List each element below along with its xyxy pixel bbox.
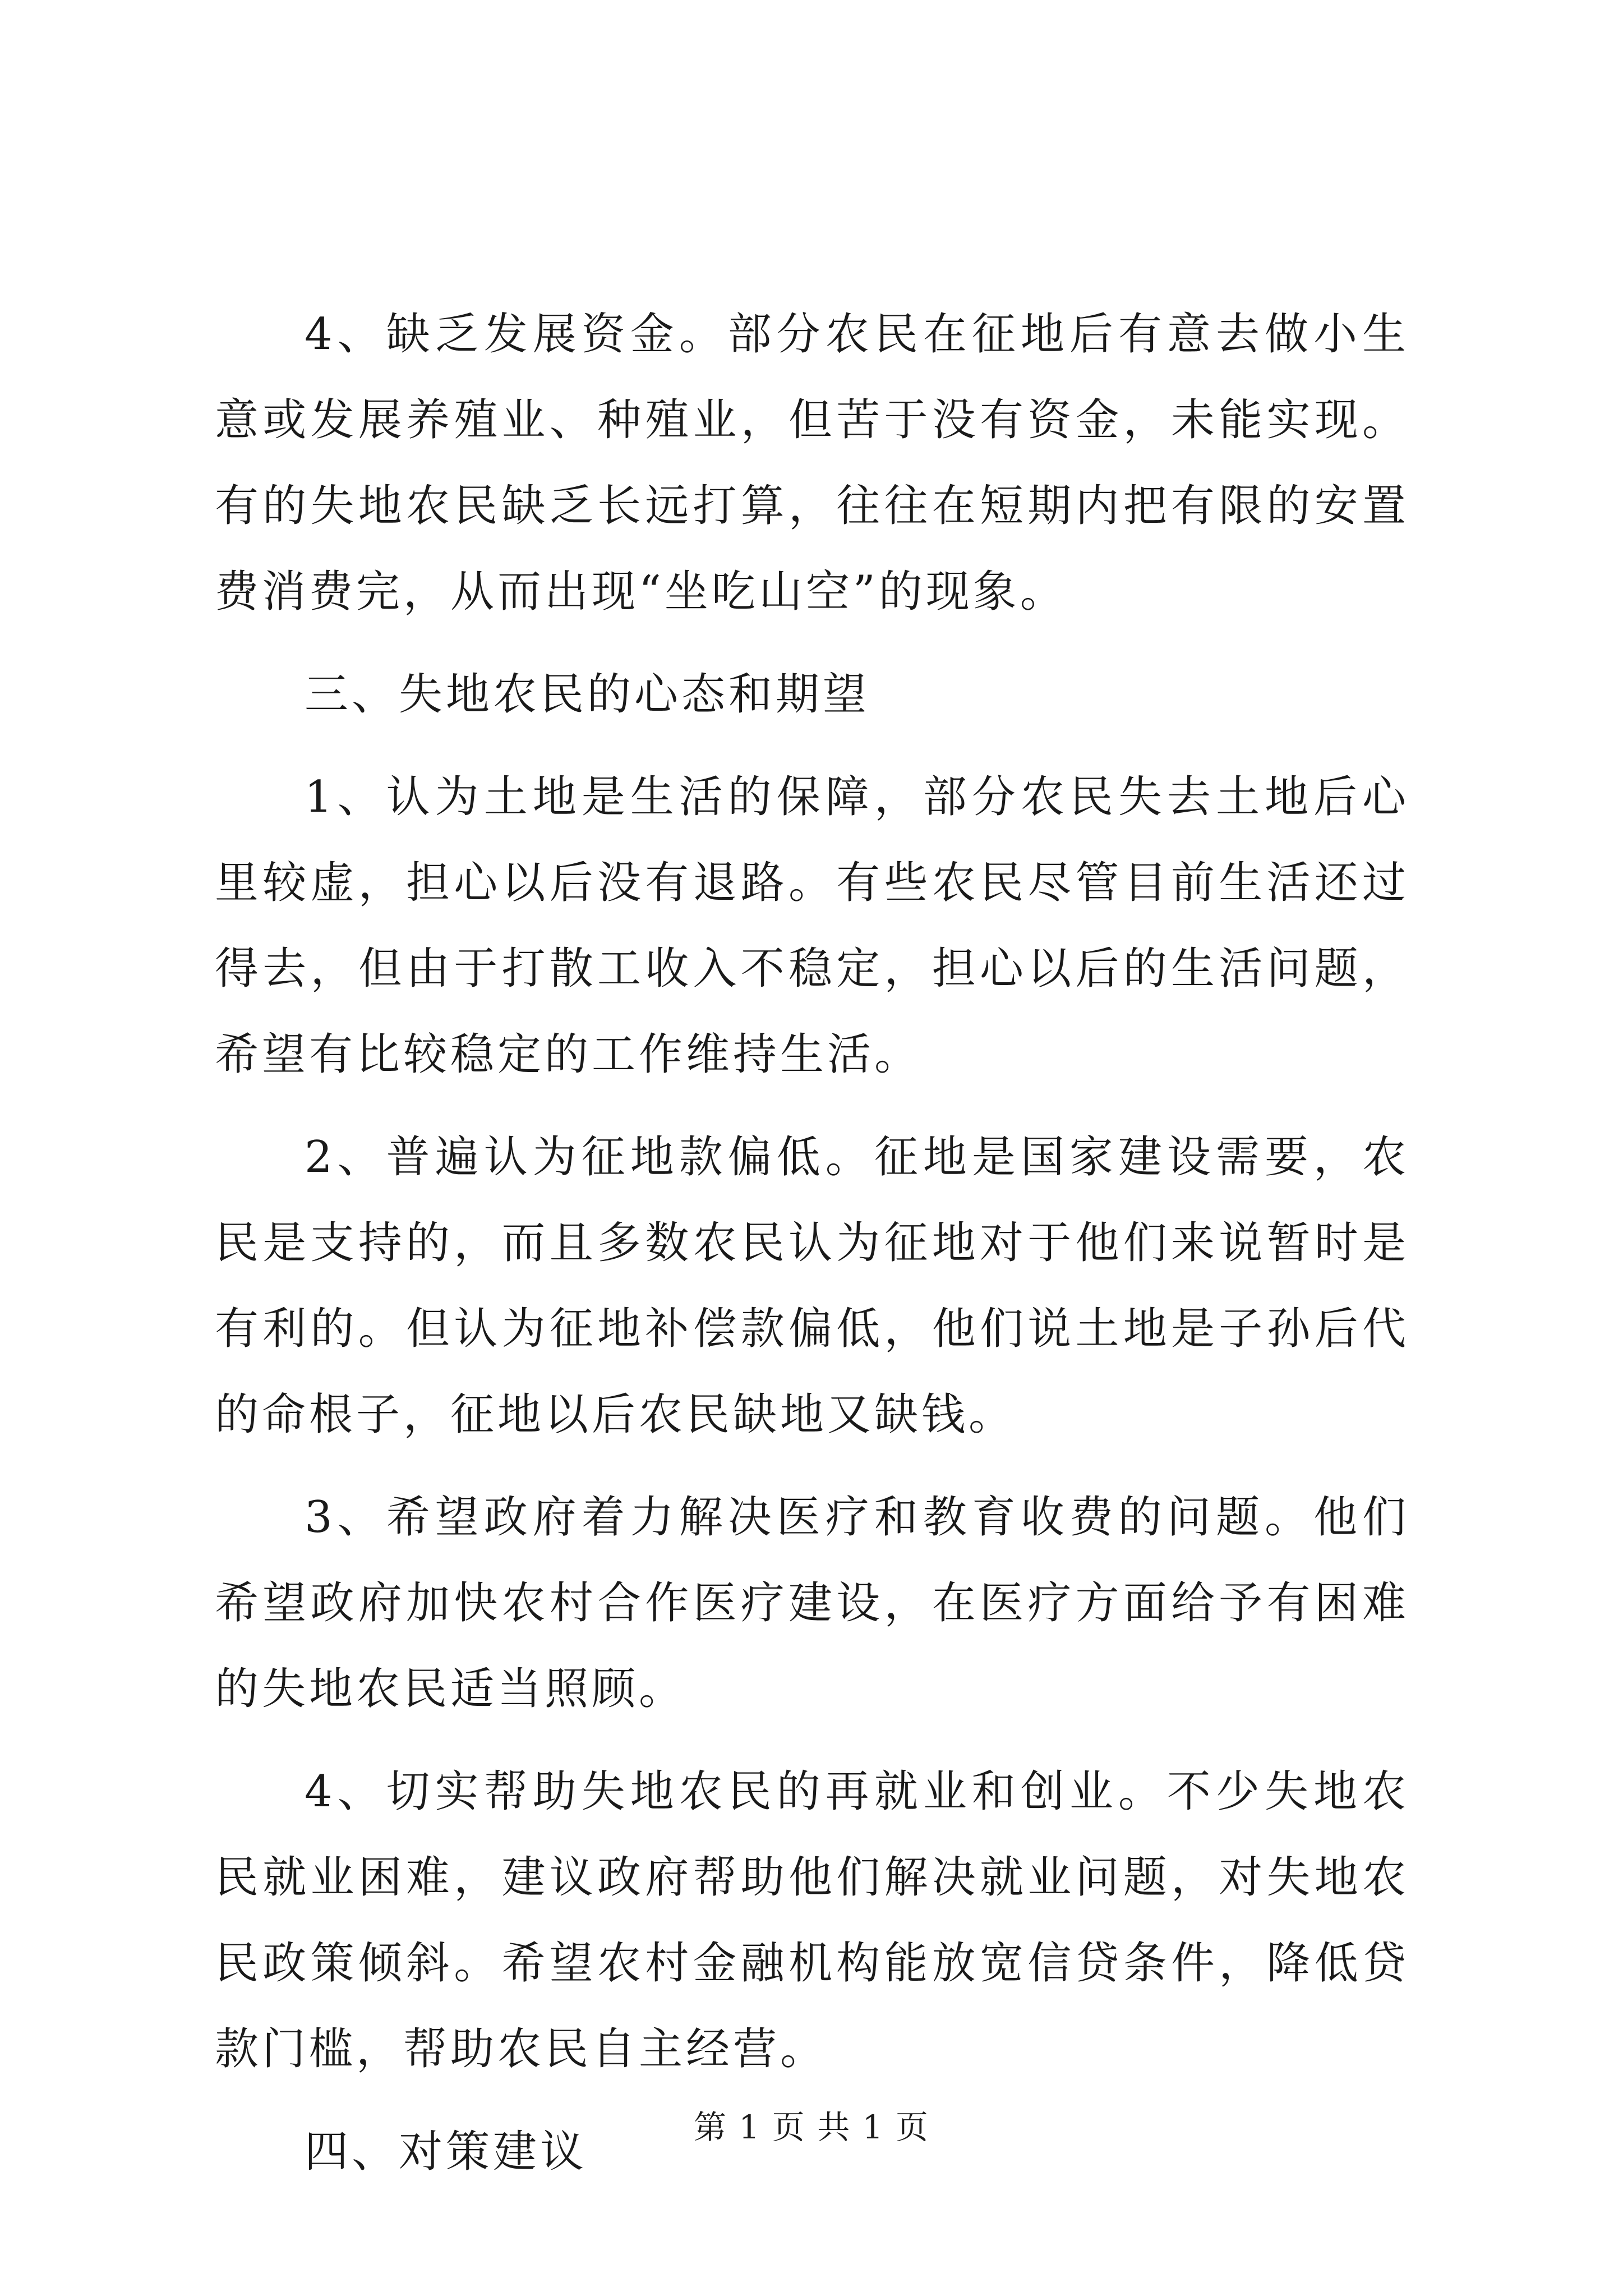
document-body xyxy=(215,292,1409,2195)
page-number-footer: 第 1 页 共 1 页 xyxy=(694,2108,929,2146)
paragraph-low-compensation: 2、普遍认为征地款偏低。征地是国家建设需要，农民是支持的，而且多数农民认为征地对于他们来说暂时是有利的。但认为征地补偿款偏低，他们说土地是子孙后代的命根子，征地以后农民缺地又缺钱。 xyxy=(215,1132,1409,1440)
paragraph-medical-education: 3、希望政府着力解决医疗和教育收费的问题。他们希望政府加快农村合作医疗建设，在医疗方面给予有困难的失地农民适当照顾。 xyxy=(215,1492,1409,1714)
paragraph-land-security: 1、认为土地是生活的保障，部分农民失去土地后心里较虚，担心以后没有退路。有些农民尽管目前生活还过得去，但由于打散工收入不稳定，担心以后的生活问题，希望有比较稳定的工作维持生活。 xyxy=(215,772,1409,1080)
section-heading-suggestions: 四、对策建议 xyxy=(305,2127,588,2177)
section-heading-mentality: 三、失地农民的心态和期望 xyxy=(305,669,870,720)
paragraph-funding-shortage: 4、缺乏发展资金。部分农民在征地后有意去做小生意或发展养殖业、种殖业，但苦于没有资金，未能实现。有的失地农民缺乏长远打算，往往在短期内把有限的安置费消费完，从而出现“坐吃山空”的现象。 xyxy=(215,309,1409,617)
paragraph-reemployment: 4、切实帮助失地农民的再就业和创业。不少失地农民就业困难，建议政府帮助他们解决就业问题，对失地农民政策倾斜。希望农村金融机构能放宽信贷条件，降低贷款门槛，帮助农民自主经营。 xyxy=(215,1766,1409,2074)
